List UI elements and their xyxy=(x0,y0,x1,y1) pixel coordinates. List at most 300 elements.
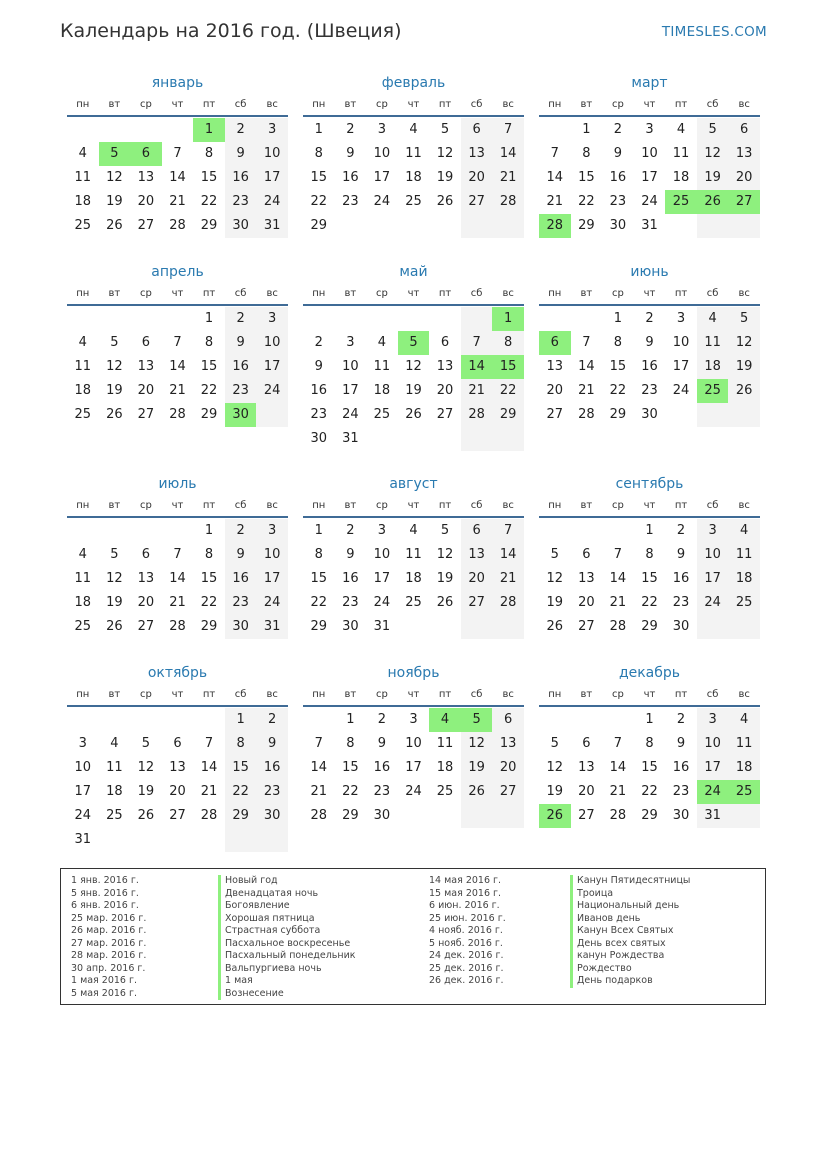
day-cell[interactable]: 13 xyxy=(137,571,155,586)
day-cell[interactable]: 28 xyxy=(200,808,218,823)
day-cell[interactable]: 30 xyxy=(225,214,257,238)
day-cell[interactable]: 25 xyxy=(728,780,760,804)
day-cell[interactable]: 29 xyxy=(310,218,328,233)
day-cell[interactable]: 20 xyxy=(578,595,595,610)
day-cell[interactable]: 1 xyxy=(492,307,524,331)
day-cell[interactable]: 7 xyxy=(550,146,559,161)
day-cell[interactable]: 25 xyxy=(405,595,422,610)
day-cell[interactable]: 9 xyxy=(676,736,686,751)
day-cell[interactable]: 9 xyxy=(225,142,257,166)
day-cell[interactable]: 8 xyxy=(492,331,524,355)
day-cell[interactable]: 16 xyxy=(225,355,257,379)
day-cell[interactable]: 20 xyxy=(461,567,493,591)
day-cell[interactable]: 23 xyxy=(310,407,328,422)
day-cell[interactable]: 16 xyxy=(310,383,328,398)
day-cell[interactable]: 6 xyxy=(141,547,151,562)
day-cell[interactable]: 11 xyxy=(728,732,760,756)
day-cell[interactable]: 4 xyxy=(110,736,119,751)
day-cell[interactable]: 3 xyxy=(346,335,355,350)
day-cell[interactable]: 2 xyxy=(676,712,686,727)
day-cell[interactable]: 18 xyxy=(436,760,454,775)
day-cell[interactable]: 4 xyxy=(676,122,686,137)
day-cell[interactable]: 13 xyxy=(137,170,155,185)
day-cell[interactable]: 25 xyxy=(106,808,123,823)
day-cell[interactable]: 30 xyxy=(672,619,690,634)
day-cell[interactable]: 12 xyxy=(728,331,760,355)
day-cell[interactable]: 28 xyxy=(578,407,595,422)
day-cell[interactable]: 19 xyxy=(137,784,155,799)
day-cell[interactable]: 29 xyxy=(342,808,359,823)
day-cell[interactable]: 10 xyxy=(256,142,288,166)
day-cell[interactable]: 21 xyxy=(461,379,493,403)
day-cell[interactable]: 20 xyxy=(461,166,493,190)
day-cell[interactable]: 11 xyxy=(728,543,760,567)
day-cell[interactable]: 19 xyxy=(436,571,454,586)
day-cell[interactable]: 8 xyxy=(645,736,654,751)
day-cell[interactable]: 22 xyxy=(342,784,359,799)
day-cell[interactable]: 29 xyxy=(641,808,658,823)
day-cell[interactable]: 30 xyxy=(641,407,658,422)
day-cell[interactable]: 31 xyxy=(641,218,658,233)
day-cell[interactable]: 27 xyxy=(578,619,595,634)
day-cell[interactable]: 14 xyxy=(169,170,186,185)
day-cell[interactable]: 6 xyxy=(440,335,450,350)
day-cell[interactable]: 5 xyxy=(728,307,760,331)
day-cell[interactable]: 2 xyxy=(377,712,387,727)
day-cell[interactable]: 31 xyxy=(256,214,288,238)
day-cell[interactable]: 29 xyxy=(641,619,658,634)
day-cell[interactable]: 1 xyxy=(225,708,257,732)
day-cell[interactable]: 26 xyxy=(436,194,454,209)
day-cell[interactable]: 14 xyxy=(169,571,186,586)
day-cell[interactable]: 3 xyxy=(697,519,729,543)
day-cell[interactable]: 7 xyxy=(461,331,493,355)
day-cell[interactable]: 31 xyxy=(74,832,92,847)
day-cell[interactable]: 17 xyxy=(672,359,690,374)
day-cell[interactable]: 25 xyxy=(728,591,760,615)
day-cell[interactable]: 15 xyxy=(641,760,658,775)
day-cell[interactable]: 25 xyxy=(436,784,454,799)
day-cell[interactable]: 6 xyxy=(582,736,591,751)
day-cell[interactable]: 17 xyxy=(74,784,92,799)
day-cell[interactable]: 19 xyxy=(697,166,729,190)
day-cell[interactable]: 17 xyxy=(373,170,391,185)
day-cell[interactable]: 24 xyxy=(74,808,92,823)
day-cell[interactable]: 2 xyxy=(225,118,257,142)
day-cell[interactable]: 12 xyxy=(106,359,123,374)
day-cell[interactable]: 24 xyxy=(256,379,288,403)
day-cell[interactable]: 4 xyxy=(377,335,387,350)
day-cell[interactable]: 15 xyxy=(342,760,359,775)
day-cell[interactable]: 18 xyxy=(74,595,92,610)
day-cell[interactable]: 22 xyxy=(200,194,218,209)
day-cell[interactable]: 6 xyxy=(492,708,524,732)
day-cell[interactable]: 15 xyxy=(200,359,218,374)
day-cell[interactable]: 26 xyxy=(546,619,564,634)
day-cell[interactable]: 13 xyxy=(461,142,493,166)
day-cell[interactable]: 14 xyxy=(169,359,186,374)
day-cell[interactable]: 1 xyxy=(314,122,323,137)
day-cell[interactable]: 1 xyxy=(204,523,214,538)
day-cell[interactable]: 14 xyxy=(609,760,627,775)
day-cell[interactable]: 5 xyxy=(697,118,729,142)
day-cell[interactable]: 23 xyxy=(342,194,359,209)
day-cell[interactable]: 8 xyxy=(346,736,355,751)
day-cell[interactable]: 27 xyxy=(169,808,186,823)
day-cell[interactable]: 10 xyxy=(641,146,658,161)
day-cell[interactable]: 4 xyxy=(78,146,87,161)
day-cell[interactable]: 7 xyxy=(173,547,182,562)
day-cell[interactable]: 19 xyxy=(106,383,123,398)
day-cell[interactable]: 22 xyxy=(641,595,658,610)
day-cell[interactable]: 17 xyxy=(697,756,729,780)
day-cell[interactable]: 24 xyxy=(672,383,690,398)
day-cell[interactable]: 18 xyxy=(672,170,690,185)
day-cell[interactable]: 21 xyxy=(609,595,627,610)
day-cell[interactable]: 24 xyxy=(697,780,729,804)
day-cell[interactable]: 29 xyxy=(578,218,595,233)
day-cell[interactable]: 4 xyxy=(409,122,418,137)
day-cell[interactable]: 28 xyxy=(169,407,186,422)
day-cell[interactable]: 24 xyxy=(641,194,658,209)
day-cell[interactable]: 9 xyxy=(676,547,686,562)
day-cell[interactable]: 27 xyxy=(461,190,493,214)
day-cell[interactable]: 20 xyxy=(137,194,155,209)
day-cell[interactable]: 10 xyxy=(672,335,690,350)
day-cell[interactable]: 22 xyxy=(492,379,524,403)
day-cell[interactable]: 10 xyxy=(342,359,359,374)
day-cell[interactable]: 6 xyxy=(728,118,760,142)
day-cell[interactable]: 18 xyxy=(74,194,92,209)
day-cell[interactable]: 8 xyxy=(645,547,654,562)
day-cell[interactable]: 12 xyxy=(106,170,123,185)
day-cell[interactable]: 21 xyxy=(492,166,524,190)
day-cell[interactable]: 16 xyxy=(225,166,257,190)
day-cell[interactable]: 6 xyxy=(130,142,162,166)
day-cell[interactable]: 22 xyxy=(310,194,328,209)
day-cell[interactable]: 2 xyxy=(314,335,323,350)
day-cell[interactable]: 25 xyxy=(74,407,92,422)
day-cell[interactable]: 30 xyxy=(672,808,690,823)
day-cell[interactable]: 23 xyxy=(256,780,288,804)
day-cell[interactable]: 25 xyxy=(405,194,422,209)
day-cell[interactable]: 21 xyxy=(169,194,186,209)
day-cell[interactable]: 24 xyxy=(697,591,729,615)
day-cell[interactable]: 1 xyxy=(645,523,654,538)
day-cell[interactable]: 6 xyxy=(173,736,182,751)
day-cell[interactable]: 19 xyxy=(436,170,454,185)
day-cell[interactable]: 16 xyxy=(672,571,690,586)
day-cell[interactable]: 4 xyxy=(409,523,418,538)
day-cell[interactable]: 20 xyxy=(169,784,186,799)
day-cell[interactable]: 1 xyxy=(645,712,654,727)
day-cell[interactable]: 24 xyxy=(373,194,391,209)
day-cell[interactable]: 21 xyxy=(169,595,186,610)
day-cell[interactable]: 20 xyxy=(728,166,760,190)
day-cell[interactable]: 28 xyxy=(461,403,493,427)
day-cell[interactable]: 22 xyxy=(641,784,658,799)
day-cell[interactable]: 5 xyxy=(440,122,450,137)
day-cell[interactable]: 21 xyxy=(609,784,627,799)
day-cell[interactable]: 19 xyxy=(106,194,123,209)
day-cell[interactable]: 6 xyxy=(141,335,151,350)
day-cell[interactable]: 29 xyxy=(200,407,218,422)
day-cell[interactable]: 10 xyxy=(373,146,391,161)
day-cell[interactable]: 21 xyxy=(578,383,595,398)
day-cell[interactable]: 13 xyxy=(492,732,524,756)
day-cell[interactable]: 15 xyxy=(200,571,218,586)
day-cell[interactable]: 9 xyxy=(346,547,355,562)
day-cell[interactable]: 1 xyxy=(346,712,355,727)
day-cell[interactable]: 1 xyxy=(314,523,323,538)
day-cell[interactable]: 24 xyxy=(405,784,422,799)
day-cell[interactable]: 8 xyxy=(314,146,323,161)
day-cell[interactable]: 8 xyxy=(613,335,623,350)
day-cell[interactable]: 8 xyxy=(314,547,323,562)
day-cell[interactable]: 29 xyxy=(310,619,328,634)
day-cell[interactable]: 28 xyxy=(492,190,524,214)
day-cell[interactable]: 23 xyxy=(225,591,257,615)
day-cell[interactable]: 1 xyxy=(582,122,591,137)
day-cell[interactable]: 27 xyxy=(546,407,564,422)
day-cell[interactable]: 14 xyxy=(200,760,218,775)
day-cell[interactable]: 21 xyxy=(492,567,524,591)
day-cell[interactable]: 15 xyxy=(641,571,658,586)
day-cell[interactable]: 17 xyxy=(256,166,288,190)
day-cell[interactable]: 10 xyxy=(373,547,391,562)
day-cell[interactable]: 31 xyxy=(373,619,391,634)
day-cell[interactable]: 7 xyxy=(582,335,591,350)
day-cell[interactable]: 11 xyxy=(672,146,690,161)
day-cell[interactable]: 13 xyxy=(546,359,564,374)
day-cell[interactable]: 18 xyxy=(373,383,391,398)
day-cell[interactable]: 24 xyxy=(373,595,391,610)
day-cell[interactable]: 30 xyxy=(373,808,391,823)
day-cell[interactable]: 10 xyxy=(697,732,729,756)
day-cell[interactable]: 26 xyxy=(106,218,123,233)
day-cell[interactable]: 9 xyxy=(225,543,257,567)
day-cell[interactable]: 17 xyxy=(373,571,391,586)
day-cell[interactable]: 19 xyxy=(405,383,422,398)
day-cell[interactable]: 7 xyxy=(613,736,623,751)
day-cell[interactable]: 18 xyxy=(106,784,123,799)
day-cell[interactable]: 27 xyxy=(436,407,454,422)
day-cell[interactable]: 13 xyxy=(728,142,760,166)
day-cell[interactable]: 19 xyxy=(728,355,760,379)
day-cell[interactable]: 3 xyxy=(256,307,288,331)
day-cell[interactable]: 25 xyxy=(373,407,391,422)
day-cell[interactable]: 9 xyxy=(346,146,355,161)
day-cell[interactable]: 31 xyxy=(342,431,359,446)
day-cell[interactable]: 2 xyxy=(346,523,355,538)
day-cell[interactable]: 30 xyxy=(256,804,288,828)
day-cell[interactable]: 23 xyxy=(672,784,690,799)
day-cell[interactable]: 29 xyxy=(492,403,524,427)
day-cell[interactable]: 12 xyxy=(436,146,454,161)
day-cell[interactable]: 31 xyxy=(256,615,288,639)
day-cell[interactable]: 4 xyxy=(728,708,760,732)
day-cell[interactable]: 16 xyxy=(672,760,690,775)
day-cell[interactable]: 27 xyxy=(728,190,760,214)
day-cell[interactable]: 20 xyxy=(578,784,595,799)
day-cell[interactable]: 21 xyxy=(546,194,564,209)
day-cell[interactable]: 13 xyxy=(169,760,186,775)
day-cell[interactable]: 8 xyxy=(204,146,214,161)
day-cell[interactable]: 13 xyxy=(436,359,454,374)
day-cell[interactable]: 8 xyxy=(204,335,214,350)
day-cell[interactable]: 3 xyxy=(645,122,654,137)
day-cell[interactable]: 16 xyxy=(342,571,359,586)
day-cell[interactable]: 14 xyxy=(461,355,493,379)
day-cell[interactable]: 23 xyxy=(641,383,658,398)
day-cell[interactable]: 2 xyxy=(225,307,257,331)
day-cell[interactable]: 3 xyxy=(409,712,418,727)
day-cell[interactable]: 28 xyxy=(169,218,186,233)
day-cell[interactable]: 23 xyxy=(609,194,627,209)
day-cell[interactable]: 23 xyxy=(672,595,690,610)
day-cell[interactable]: 17 xyxy=(256,355,288,379)
day-cell[interactable]: 3 xyxy=(697,708,729,732)
day-cell[interactable]: 15 xyxy=(310,170,328,185)
day-cell[interactable]: 29 xyxy=(200,218,218,233)
day-cell[interactable]: 14 xyxy=(492,543,524,567)
day-cell[interactable]: 25 xyxy=(74,218,92,233)
day-cell[interactable]: 13 xyxy=(461,543,493,567)
day-cell[interactable]: 8 xyxy=(582,146,591,161)
day-cell[interactable]: 27 xyxy=(137,619,155,634)
day-cell[interactable]: 7 xyxy=(314,736,323,751)
day-cell[interactable]: 3 xyxy=(377,122,387,137)
day-cell[interactable]: 18 xyxy=(728,567,760,591)
day-cell[interactable]: 23 xyxy=(342,595,359,610)
day-cell[interactable]: 27 xyxy=(137,218,155,233)
day-cell[interactable]: 10 xyxy=(74,760,92,775)
day-cell[interactable]: 9 xyxy=(225,331,257,355)
day-cell[interactable]: 20 xyxy=(546,383,564,398)
day-cell[interactable]: 15 xyxy=(200,170,218,185)
day-cell[interactable]: 29 xyxy=(200,619,218,634)
day-cell[interactable]: 22 xyxy=(578,194,595,209)
day-cell[interactable]: 22 xyxy=(609,383,627,398)
day-cell[interactable]: 28 xyxy=(492,591,524,615)
day-cell[interactable]: 27 xyxy=(137,407,155,422)
day-cell[interactable]: 5 xyxy=(110,547,119,562)
day-cell[interactable]: 12 xyxy=(546,760,564,775)
day-cell[interactable]: 28 xyxy=(169,619,186,634)
day-cell[interactable]: 14 xyxy=(310,760,328,775)
day-cell[interactable]: 26 xyxy=(728,379,760,403)
day-cell[interactable]: 16 xyxy=(609,170,627,185)
day-cell[interactable]: 5 xyxy=(99,142,131,166)
day-cell[interactable]: 10 xyxy=(256,331,288,355)
day-cell[interactable]: 7 xyxy=(204,736,214,751)
day-cell[interactable]: 19 xyxy=(546,784,564,799)
day-cell[interactable]: 28 xyxy=(609,619,627,634)
day-cell[interactable]: 22 xyxy=(310,595,328,610)
day-cell[interactable]: 26 xyxy=(697,190,729,214)
day-cell[interactable]: 13 xyxy=(578,760,595,775)
day-cell[interactable]: 2 xyxy=(256,708,288,732)
day-cell[interactable]: 2 xyxy=(225,519,257,543)
day-cell[interactable]: 5 xyxy=(110,335,119,350)
day-cell[interactable]: 26 xyxy=(436,595,454,610)
day-cell[interactable]: 1 xyxy=(193,118,225,142)
day-cell[interactable]: 29 xyxy=(609,407,627,422)
day-cell[interactable]: 24 xyxy=(342,407,359,422)
day-cell[interactable]: 22 xyxy=(200,595,218,610)
day-cell[interactable]: 18 xyxy=(74,383,92,398)
day-cell[interactable]: 3 xyxy=(78,736,87,751)
day-cell[interactable]: 27 xyxy=(461,591,493,615)
day-cell[interactable]: 2 xyxy=(645,311,654,326)
day-cell[interactable]: 5 xyxy=(141,736,151,751)
day-cell[interactable]: 14 xyxy=(578,359,595,374)
day-cell[interactable]: 16 xyxy=(256,756,288,780)
day-cell[interactable]: 30 xyxy=(609,218,627,233)
day-cell[interactable]: 15 xyxy=(492,355,524,379)
day-cell[interactable]: 11 xyxy=(106,760,123,775)
day-cell[interactable]: 24 xyxy=(256,591,288,615)
day-cell[interactable]: 7 xyxy=(492,118,524,142)
day-cell[interactable]: 7 xyxy=(173,335,182,350)
day-cell[interactable]: 17 xyxy=(256,567,288,591)
day-cell[interactable]: 7 xyxy=(492,519,524,543)
day-cell[interactable]: 22 xyxy=(200,383,218,398)
day-cell[interactable]: 5 xyxy=(461,708,493,732)
day-cell[interactable]: 17 xyxy=(697,567,729,591)
day-cell[interactable]: 26 xyxy=(405,407,422,422)
day-cell[interactable]: 10 xyxy=(697,543,729,567)
day-cell[interactable]: 14 xyxy=(492,142,524,166)
day-cell[interactable]: 29 xyxy=(225,804,257,828)
day-cell[interactable]: 11 xyxy=(405,547,422,562)
day-cell[interactable]: 2 xyxy=(346,122,355,137)
day-cell[interactable]: 12 xyxy=(546,571,564,586)
day-cell[interactable]: 26 xyxy=(539,804,571,828)
day-cell[interactable]: 28 xyxy=(609,808,627,823)
day-cell[interactable]: 6 xyxy=(461,519,493,543)
day-cell[interactable]: 14 xyxy=(609,571,627,586)
day-cell[interactable]: 11 xyxy=(74,571,92,586)
day-cell[interactable]: 4 xyxy=(429,708,461,732)
day-cell[interactable]: 8 xyxy=(204,547,214,562)
day-cell[interactable]: 30 xyxy=(225,615,257,639)
day-cell[interactable]: 4 xyxy=(78,547,87,562)
day-cell[interactable]: 12 xyxy=(106,571,123,586)
day-cell[interactable]: 1 xyxy=(204,311,214,326)
day-cell[interactable]: 10 xyxy=(405,736,422,751)
day-cell[interactable]: 2 xyxy=(613,122,623,137)
day-cell[interactable]: 7 xyxy=(613,547,623,562)
site-link[interactable]: TIMESLES.COM xyxy=(661,24,767,40)
day-cell[interactable]: 11 xyxy=(436,736,454,751)
day-cell[interactable]: 12 xyxy=(697,142,729,166)
day-cell[interactable]: 13 xyxy=(137,359,155,374)
day-cell[interactable]: 2 xyxy=(676,523,686,538)
day-cell[interactable]: 27 xyxy=(492,780,524,804)
day-cell[interactable]: 7 xyxy=(173,146,182,161)
day-cell[interactable]: 8 xyxy=(225,732,257,756)
day-cell[interactable]: 12 xyxy=(461,732,493,756)
day-cell[interactable]: 17 xyxy=(342,383,359,398)
day-cell[interactable]: 23 xyxy=(225,379,257,403)
day-cell[interactable]: 5 xyxy=(550,736,559,751)
day-cell[interactable]: 30 xyxy=(310,431,328,446)
day-cell[interactable]: 20 xyxy=(137,595,155,610)
day-cell[interactable]: 10 xyxy=(256,543,288,567)
day-cell[interactable]: 16 xyxy=(641,359,658,374)
day-cell[interactable]: 15 xyxy=(225,756,257,780)
